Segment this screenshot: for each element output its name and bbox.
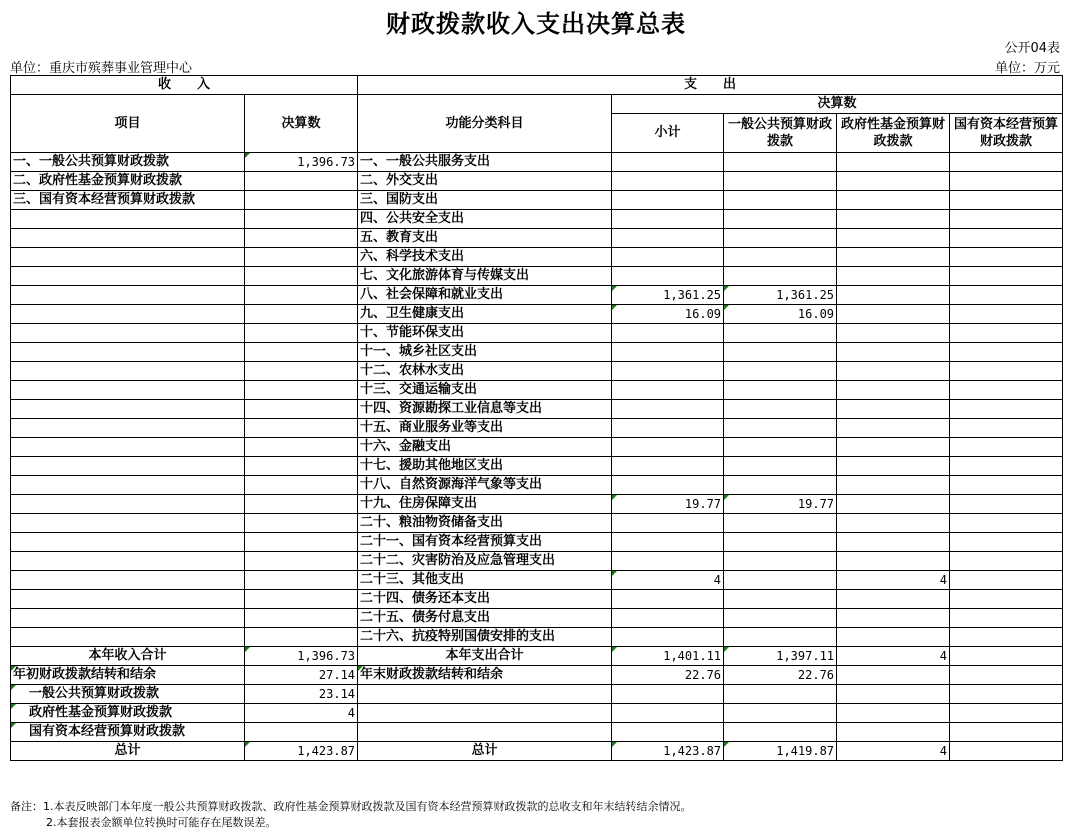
subtotal-header: 小计 bbox=[612, 114, 724, 153]
item-header: 项目 bbox=[11, 95, 245, 153]
expense-general-cell bbox=[724, 476, 837, 495]
expense-function-cell: 二十六、抗疫特别国债安排的支出 bbox=[358, 628, 612, 647]
expense-general-cell bbox=[724, 590, 837, 609]
income-amount-cell bbox=[245, 286, 358, 305]
end-balance-label: 年末财政拨款结转和结余 bbox=[358, 666, 612, 685]
income-amount-cell bbox=[245, 476, 358, 495]
expense-general-cell bbox=[724, 457, 837, 476]
expense-subtotal-cell bbox=[612, 229, 724, 248]
expense-state-cell bbox=[950, 400, 1063, 419]
organization-unit: 单位：重庆市殡葬事业管理中心 bbox=[10, 61, 193, 76]
table-row bbox=[11, 324, 1063, 343]
expense-subtotal-cell bbox=[612, 267, 724, 286]
table-row bbox=[11, 514, 1063, 533]
income-item-cell: 二、政府性基金预算财政拨款 bbox=[11, 172, 245, 191]
expense-state-cell bbox=[950, 191, 1063, 210]
expense-function-cell: 十一、城乡社区支出 bbox=[358, 343, 612, 362]
begin-balance-label: 年初财政拨款结转和结余 bbox=[11, 666, 245, 685]
expense-function-cell: 二十五、债务付息支出 bbox=[358, 609, 612, 628]
table-row bbox=[11, 666, 1063, 685]
end-balance-state bbox=[950, 666, 1063, 685]
expense-general-cell bbox=[724, 609, 837, 628]
expense-fund-cell bbox=[837, 476, 950, 495]
expense-state-cell bbox=[950, 552, 1063, 571]
expense-subtotal-cell bbox=[612, 324, 724, 343]
expense-subtotal-cell bbox=[612, 191, 724, 210]
table-row bbox=[11, 723, 1063, 742]
expense-function-cell: 九、卫生健康支出 bbox=[358, 305, 612, 324]
income-item-cell bbox=[11, 571, 245, 590]
income-amount-cell bbox=[245, 191, 358, 210]
expense-state-cell bbox=[950, 343, 1063, 362]
grand-total-label: 总计 bbox=[11, 742, 245, 761]
income-item-cell bbox=[11, 609, 245, 628]
expense-total-state bbox=[950, 647, 1063, 666]
footnotes bbox=[10, 799, 692, 831]
expense-general-cell bbox=[724, 571, 837, 590]
expense-subtotal-cell bbox=[612, 153, 724, 172]
income-total-label: 本年收入合计 bbox=[11, 647, 245, 666]
expense-state-cell bbox=[950, 609, 1063, 628]
footnote-2: 2.本套报表金额单位转换时可能存在尾数误差。 bbox=[46, 816, 277, 829]
table-row bbox=[11, 343, 1063, 362]
expense-state-cell bbox=[950, 533, 1063, 552]
expense-state-cell bbox=[950, 419, 1063, 438]
expense-fund-cell bbox=[837, 172, 950, 191]
expense-subtotal-cell bbox=[612, 514, 724, 533]
income-item-cell bbox=[11, 248, 245, 267]
income-amount-cell bbox=[245, 400, 358, 419]
expense-state-cell bbox=[950, 362, 1063, 381]
expense-fund-cell bbox=[837, 343, 950, 362]
expense-state-cell bbox=[950, 495, 1063, 514]
expense-general-cell bbox=[724, 172, 837, 191]
expense-state-cell bbox=[950, 324, 1063, 343]
income-item-cell bbox=[11, 514, 245, 533]
expense-subtotal-cell bbox=[612, 381, 724, 400]
income-amount-cell bbox=[245, 362, 358, 381]
income-item-cell bbox=[11, 438, 245, 457]
expense-general-cell bbox=[724, 400, 837, 419]
expense-function-cell: 七、文化旅游体育与传媒支出 bbox=[358, 267, 612, 286]
expense-function-cell: 十七、援助其他地区支出 bbox=[358, 457, 612, 476]
expense-state-cell bbox=[950, 305, 1063, 324]
table-row bbox=[11, 533, 1063, 552]
expense-state-cell bbox=[950, 248, 1063, 267]
income-item-cell bbox=[11, 533, 245, 552]
expense-general-cell bbox=[724, 362, 837, 381]
begin-general-value: 23.14 bbox=[245, 685, 358, 704]
grand-total-income: 1,423.87 bbox=[245, 742, 358, 761]
expense-general-cell bbox=[724, 229, 837, 248]
expense-fund-cell bbox=[837, 609, 950, 628]
table-row bbox=[11, 438, 1063, 457]
expense-state-cell bbox=[950, 571, 1063, 590]
expense-subtotal-cell bbox=[612, 609, 724, 628]
income-amount-cell bbox=[245, 514, 358, 533]
fund-budget-header: 政府性基金预算财政拨款 bbox=[837, 114, 950, 153]
expense-function-cell: 十六、金融支出 bbox=[358, 438, 612, 457]
expense-general-cell bbox=[724, 343, 837, 362]
begin-state-label: 国有资本经营预算财政拨款 bbox=[11, 723, 245, 742]
expense-subtotal-cell: 19.77 bbox=[612, 495, 724, 514]
expense-general-cell bbox=[724, 628, 837, 647]
income-item-cell bbox=[11, 590, 245, 609]
expense-state-cell bbox=[950, 438, 1063, 457]
end-balance-general: 22.76 bbox=[724, 666, 837, 685]
income-total-value: 1,396.73 bbox=[245, 647, 358, 666]
expense-subtotal-cell bbox=[612, 457, 724, 476]
end-balance-subtotal: 22.76 bbox=[612, 666, 724, 685]
income-item-cell bbox=[11, 229, 245, 248]
income-amount-cell bbox=[245, 381, 358, 400]
table-row bbox=[11, 381, 1063, 400]
expense-fund-cell bbox=[837, 514, 950, 533]
table-row bbox=[11, 590, 1063, 609]
begin-fund-label: 政府性基金预算财政拨款 bbox=[11, 704, 245, 723]
begin-general-label: 一般公共预算财政拨款 bbox=[11, 685, 245, 704]
income-amount-cell bbox=[245, 267, 358, 286]
expense-general-cell bbox=[724, 381, 837, 400]
income-item-cell bbox=[11, 400, 245, 419]
footnote-1: 备注：1.本表反映部门本年度一般公共预算财政拨款、政府性基金预算财政拨款及国有资本经营预算财政拨款的总收支和年末结转结余情况。 bbox=[10, 800, 692, 813]
grand-total-subtotal: 1,423.87 bbox=[612, 742, 724, 761]
expense-general-cell bbox=[724, 533, 837, 552]
table-row bbox=[11, 229, 1063, 248]
expense-general-cell bbox=[724, 324, 837, 343]
form-code: 公开04表 bbox=[1004, 41, 1060, 56]
grand-total-state bbox=[950, 742, 1063, 761]
income-amount-cell bbox=[245, 590, 358, 609]
expense-fund-cell bbox=[837, 590, 950, 609]
budget-table bbox=[10, 75, 1063, 761]
table-row bbox=[11, 704, 1063, 723]
expense-subtotal-cell bbox=[612, 400, 724, 419]
expense-fund-cell bbox=[837, 286, 950, 305]
expense-subtotal-cell bbox=[612, 476, 724, 495]
expense-subtotal-cell bbox=[612, 210, 724, 229]
general-budget-header: 一般公共预算财政拨款 bbox=[724, 114, 837, 153]
expense-subtotal-cell bbox=[612, 248, 724, 267]
expense-function-cell: 二十二、灾害防治及应急管理支出 bbox=[358, 552, 612, 571]
expense-general-cell bbox=[724, 552, 837, 571]
income-item-cell bbox=[11, 628, 245, 647]
expense-general-cell bbox=[724, 267, 837, 286]
table-row bbox=[11, 552, 1063, 571]
expense-total-subtotal: 1,401.11 bbox=[612, 647, 724, 666]
expense-total-general: 1,397.11 bbox=[724, 647, 837, 666]
begin-state-value bbox=[245, 723, 358, 742]
table-row bbox=[11, 742, 1063, 761]
income-amount-cell bbox=[245, 457, 358, 476]
expense-fund-cell bbox=[837, 400, 950, 419]
expense-fund-cell bbox=[837, 533, 950, 552]
expense-section-header: 支 出 bbox=[358, 76, 1063, 95]
expense-state-cell bbox=[950, 286, 1063, 305]
income-amount-cell bbox=[245, 552, 358, 571]
expense-fund-cell bbox=[837, 438, 950, 457]
expense-general-cell bbox=[724, 248, 837, 267]
expense-function-cell: 二十、粮油物资储备支出 bbox=[358, 514, 612, 533]
income-item-cell bbox=[11, 210, 245, 229]
expense-fund-cell bbox=[837, 419, 950, 438]
expense-subtotal-cell bbox=[612, 438, 724, 457]
grand-total-expense-label: 总计 bbox=[358, 742, 612, 761]
income-section-header: 收 入 bbox=[11, 76, 358, 95]
expense-general-cell bbox=[724, 514, 837, 533]
expense-general-cell: 19.77 bbox=[724, 495, 837, 514]
expense-fund-cell bbox=[837, 628, 950, 647]
expense-state-cell bbox=[950, 476, 1063, 495]
expense-fund-cell bbox=[837, 191, 950, 210]
expense-state-cell bbox=[950, 628, 1063, 647]
end-balance-fund bbox=[837, 666, 950, 685]
expense-state-cell bbox=[950, 514, 1063, 533]
income-item-cell bbox=[11, 552, 245, 571]
expense-state-cell bbox=[950, 229, 1063, 248]
expense-function-cell: 十五、商业服务业等支出 bbox=[358, 419, 612, 438]
income-amount-cell bbox=[245, 305, 358, 324]
final-amount-header: 决算数 bbox=[612, 95, 1063, 114]
expense-fund-cell bbox=[837, 248, 950, 267]
income-amount-cell bbox=[245, 210, 358, 229]
expense-general-cell bbox=[724, 191, 837, 210]
expense-fund-cell: 4 bbox=[837, 571, 950, 590]
income-item-cell bbox=[11, 381, 245, 400]
expense-subtotal-cell bbox=[612, 343, 724, 362]
income-amount-cell bbox=[245, 248, 358, 267]
income-amount-cell bbox=[245, 533, 358, 552]
table-row bbox=[11, 419, 1063, 438]
income-item-cell: 三、国有资本经营预算财政拨款 bbox=[11, 191, 245, 210]
expense-function-cell: 十、节能环保支出 bbox=[358, 324, 612, 343]
grand-total-general: 1,419.87 bbox=[724, 742, 837, 761]
currency-unit: 单位：万元 bbox=[994, 61, 1060, 76]
expense-subtotal-cell: 1,361.25 bbox=[612, 286, 724, 305]
amount-header: 决算数 bbox=[245, 95, 358, 153]
expense-function-cell: 十三、交通运输支出 bbox=[358, 381, 612, 400]
table-row bbox=[11, 191, 1063, 210]
table-row bbox=[11, 609, 1063, 628]
income-amount-cell bbox=[245, 419, 358, 438]
expense-fund-cell bbox=[837, 305, 950, 324]
table-row bbox=[11, 571, 1063, 590]
expense-function-cell: 三、国防支出 bbox=[358, 191, 612, 210]
expense-total-label: 本年支出合计 bbox=[358, 647, 612, 666]
income-amount-cell: 1,396.73 bbox=[245, 153, 358, 172]
table-row bbox=[11, 362, 1063, 381]
expense-function-cell: 二十三、其他支出 bbox=[358, 571, 612, 590]
expense-function-cell: 五、教育支出 bbox=[358, 229, 612, 248]
expense-general-cell bbox=[724, 438, 837, 457]
expense-state-cell bbox=[950, 457, 1063, 476]
income-amount-cell bbox=[245, 172, 358, 191]
expense-function-cell: 十四、资源勘探工业信息等支出 bbox=[358, 400, 612, 419]
expense-fund-cell bbox=[837, 324, 950, 343]
expense-function-cell: 十九、住房保障支出 bbox=[358, 495, 612, 514]
income-item-cell bbox=[11, 267, 245, 286]
table-row bbox=[11, 457, 1063, 476]
income-item-cell bbox=[11, 343, 245, 362]
expense-function-cell: 十八、自然资源海洋气象等支出 bbox=[358, 476, 612, 495]
expense-subtotal-cell bbox=[612, 419, 724, 438]
expense-function-cell: 四、公共安全支出 bbox=[358, 210, 612, 229]
expense-state-cell bbox=[950, 210, 1063, 229]
expense-subtotal-cell: 4 bbox=[612, 571, 724, 590]
expense-subtotal-cell: 16.09 bbox=[612, 305, 724, 324]
income-item-cell: 一、一般公共预算财政拨款 bbox=[11, 153, 245, 172]
expense-state-cell bbox=[950, 267, 1063, 286]
expense-function-cell: 八、社会保障和就业支出 bbox=[358, 286, 612, 305]
table-row bbox=[11, 210, 1063, 229]
income-item-cell bbox=[11, 495, 245, 514]
table-row bbox=[11, 248, 1063, 267]
expense-state-cell bbox=[950, 590, 1063, 609]
income-amount-cell bbox=[245, 343, 358, 362]
income-item-cell bbox=[11, 305, 245, 324]
table-row bbox=[11, 286, 1063, 305]
expense-function-cell: 一、一般公共服务支出 bbox=[358, 153, 612, 172]
income-item-cell bbox=[11, 419, 245, 438]
expense-fund-cell bbox=[837, 381, 950, 400]
expense-state-cell bbox=[950, 153, 1063, 172]
table-row bbox=[11, 172, 1063, 191]
income-item-cell bbox=[11, 324, 245, 343]
expense-subtotal-cell bbox=[612, 552, 724, 571]
expense-fund-cell bbox=[837, 552, 950, 571]
expense-general-cell: 16.09 bbox=[724, 305, 837, 324]
income-amount-cell bbox=[245, 324, 358, 343]
table-row bbox=[11, 495, 1063, 514]
expense-fund-cell bbox=[837, 267, 950, 286]
expense-state-cell bbox=[950, 381, 1063, 400]
expense-subtotal-cell bbox=[612, 628, 724, 647]
expense-fund-cell bbox=[837, 210, 950, 229]
table-row bbox=[11, 153, 1063, 172]
expense-total-fund: 4 bbox=[837, 647, 950, 666]
income-amount-cell bbox=[245, 229, 358, 248]
expense-function-cell: 二十一、国有资本经营预算支出 bbox=[358, 533, 612, 552]
report-title: 财政拨款收入支出决算总表 bbox=[386, 10, 686, 38]
income-item-cell bbox=[11, 457, 245, 476]
state-capital-header: 国有资本经营预算财政拨款 bbox=[950, 114, 1063, 153]
income-item-cell bbox=[11, 362, 245, 381]
expense-fund-cell bbox=[837, 457, 950, 476]
expense-function-cell: 二、外交支出 bbox=[358, 172, 612, 191]
table-row bbox=[11, 647, 1063, 666]
income-item-cell bbox=[11, 286, 245, 305]
grand-total-fund: 4 bbox=[837, 742, 950, 761]
expense-function-cell: 六、科学技术支出 bbox=[358, 248, 612, 267]
expense-general-cell bbox=[724, 153, 837, 172]
begin-fund-value: 4 bbox=[245, 704, 358, 723]
expense-fund-cell bbox=[837, 153, 950, 172]
expense-general-cell bbox=[724, 210, 837, 229]
income-amount-cell bbox=[245, 609, 358, 628]
table-row bbox=[11, 400, 1063, 419]
income-amount-cell bbox=[245, 571, 358, 590]
expense-state-cell bbox=[950, 172, 1063, 191]
table-row bbox=[11, 628, 1063, 647]
expense-subtotal-cell bbox=[612, 533, 724, 552]
function-class-header: 功能分类科目 bbox=[358, 95, 612, 153]
expense-general-cell: 1,361.25 bbox=[724, 286, 837, 305]
expense-fund-cell bbox=[837, 495, 950, 514]
income-amount-cell bbox=[245, 628, 358, 647]
expense-fund-cell bbox=[837, 362, 950, 381]
expense-subtotal-cell bbox=[612, 590, 724, 609]
table-row bbox=[11, 685, 1063, 704]
income-amount-cell bbox=[245, 495, 358, 514]
table-row bbox=[11, 267, 1063, 286]
expense-function-cell: 二十四、债务还本支出 bbox=[358, 590, 612, 609]
expense-subtotal-cell bbox=[612, 362, 724, 381]
expense-general-cell bbox=[724, 419, 837, 438]
expense-fund-cell bbox=[837, 229, 950, 248]
begin-balance-value: 27.14 bbox=[245, 666, 358, 685]
income-amount-cell bbox=[245, 438, 358, 457]
expense-function-cell: 十二、农林水支出 bbox=[358, 362, 612, 381]
expense-subtotal-cell bbox=[612, 172, 724, 191]
table-row bbox=[11, 305, 1063, 324]
table-row bbox=[11, 476, 1063, 495]
income-item-cell bbox=[11, 476, 245, 495]
